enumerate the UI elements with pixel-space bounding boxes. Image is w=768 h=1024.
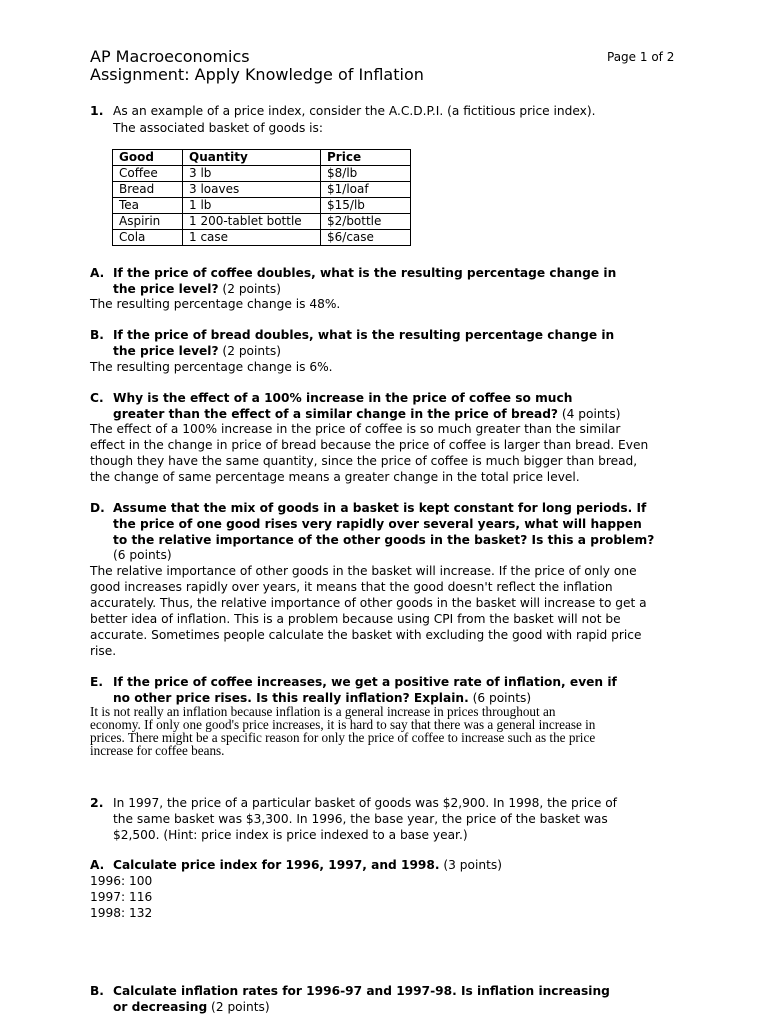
q2-part-a-answer-line: 1997: 116 [90, 890, 153, 904]
table-cell: 1 200-tablet bottle [183, 214, 321, 230]
q1-intro-line-2: The associated basket of goods is: [113, 121, 324, 135]
part-a-answer: The resulting percentage change is 48%. [90, 297, 341, 311]
table-row [113, 230, 411, 246]
table-header-cell: Good [113, 150, 183, 166]
table-cell: Bread [113, 182, 183, 198]
q2-intro-line: $2,500. (Hint: price index is price indexed to a base year.) [113, 828, 468, 842]
table-cell: 1 lb [183, 198, 321, 214]
part-b-answer: The resulting percentage change is 6%. [90, 360, 333, 374]
q1-intro-line-1: As an example of a price index, consider the A.C.D.P.I. (a fictitious price index). [113, 104, 596, 118]
part-c-answer-line: The effect of a 100% increase in the price of coffee is so much greater than the similar [90, 422, 621, 436]
q2-part-a-letter: A. [90, 858, 105, 872]
table-cell: Cola [113, 230, 183, 246]
q2-part-a-question: Calculate price index for 1996, 1997, and 1998. (3 points) [113, 858, 502, 872]
course-title: AP Macroeconomics [90, 47, 250, 66]
question-2-number: 2. [90, 795, 104, 810]
question-1-number: 1. [90, 103, 104, 118]
part-e-question-line-2: no other price rises. Is this really inflation? Explain. (6 points) [113, 691, 532, 705]
part-c-question-line-2: greater than the effect of a similar change in the price of bread? (4 points) [113, 407, 621, 421]
part-d-answer-line: The relative importance of other goods in the basket will increase. If the price of only one [90, 564, 637, 578]
table-row [113, 166, 411, 182]
table-header-cell: Price [321, 150, 411, 166]
table-cell: $6/case [321, 230, 411, 246]
table-cell: $8/lb [321, 166, 411, 182]
q2-part-b-letter: B. [90, 984, 104, 998]
q2-part-b-question-line-1: Calculate inflation rates for 1996-97 and 1997-98. Is inflation increasing [113, 984, 610, 998]
part-d-question-line-2: the price of one good rises very rapidly over several years, what will happen [113, 517, 642, 531]
table-header-row [113, 150, 411, 166]
part-c-letter: C. [90, 391, 104, 405]
part-e-answer-line: prices. There might be a specific reason for only the price of coffee to increase such as the price [90, 730, 596, 745]
q2-part-a-answer-line: 1996: 100 [90, 874, 153, 888]
part-c-answer-line: though they have the same quantity, since the price of coffee is much bigger than bread, [90, 454, 638, 468]
q2-intro-line: the same basket was $3,300. In 1996, the base year, the price of the basket was [113, 812, 608, 826]
part-e-answer-line: increase for coffee beans. [90, 743, 225, 758]
q2-part-b-question-line-2: or decreasing (2 points) [113, 1000, 270, 1014]
part-d-answer-line: rise. [90, 644, 117, 658]
q2-intro-line: In 1997, the price of a particular basket of goods was $2,900. In 1998, the price of [113, 796, 617, 810]
part-d-letter: D. [90, 501, 105, 515]
part-d-answer-line: better idea of inflation. This is a problem because using CPI from the basket will not be [90, 612, 621, 626]
table-row [113, 214, 411, 230]
assignment-title: Assignment: Apply Knowledge of Inflation [90, 65, 424, 84]
part-e-answer-line: It is not really an inflation because inflation is a general increase in prices throughout an [90, 704, 556, 719]
q2-part-a-answer-line: 1998: 132 [90, 906, 153, 920]
table-cell: $15/lb [321, 198, 411, 214]
table-cell: 1 case [183, 230, 321, 246]
table-cell: Tea [113, 198, 183, 214]
part-c-answer-line: effect in the change in price of bread because the price of coffee is larger than bread. Even [90, 438, 649, 452]
part-d-answer-line: accurately. Thus, the relative importance of other goods in the basket will increase to get a [90, 596, 647, 610]
part-a-question-line-1: If the price of coffee doubles, what is the resulting percentage change in [113, 266, 617, 280]
table-cell: Aspirin [113, 214, 183, 230]
part-a-question-line-2: the price level? (2 points) [113, 282, 282, 296]
part-d-answer-line: good increases rapidly over years, it means that the good doesn't reflect the inflation [90, 580, 613, 594]
table-cell: Coffee [113, 166, 183, 182]
part-e-letter: E. [90, 675, 103, 689]
part-c-answer-line: the change of same percentage means a greater change in the total price level. [90, 470, 580, 484]
page-number: Page 1 of 2 [607, 50, 675, 64]
part-e-answer-line: economy. If only one good's price increases, it is hard to say that there was a general increase in [90, 717, 596, 732]
table-row [113, 198, 411, 214]
table-header-cell: Quantity [183, 150, 321, 166]
part-d-question-line-1: Assume that the mix of goods in a basket is kept constant for long periods. If [113, 501, 647, 515]
part-d-answer-line: accurate. Sometimes people calculate the basket with excluding the good with rapid price [90, 628, 642, 642]
part-b-question-line-2: the price level? (2 points) [113, 344, 282, 358]
table-cell: $2/bottle [321, 214, 411, 230]
table-cell: $1/loaf [321, 182, 411, 198]
table-cell: 3 loaves [183, 182, 321, 198]
part-c-question-line-1: Why is the effect of a 100% increase in the price of coffee so much [113, 391, 573, 405]
part-b-letter: B. [90, 328, 104, 342]
part-a-letter: A. [90, 266, 105, 280]
part-b-question-line-1: If the price of bread doubles, what is the resulting percentage change in [113, 328, 615, 342]
part-e-question-line-1: If the price of coffee increases, we get a positive rate of inflation, even if [113, 675, 617, 689]
table-cell: 3 lb [183, 166, 321, 182]
part-d-points: (6 points) [113, 548, 172, 562]
part-d-question-line-3: to the relative importance of the other goods in the basket? Is this a problem? [113, 533, 655, 547]
table-row [113, 182, 411, 198]
basket-table [112, 149, 411, 246]
